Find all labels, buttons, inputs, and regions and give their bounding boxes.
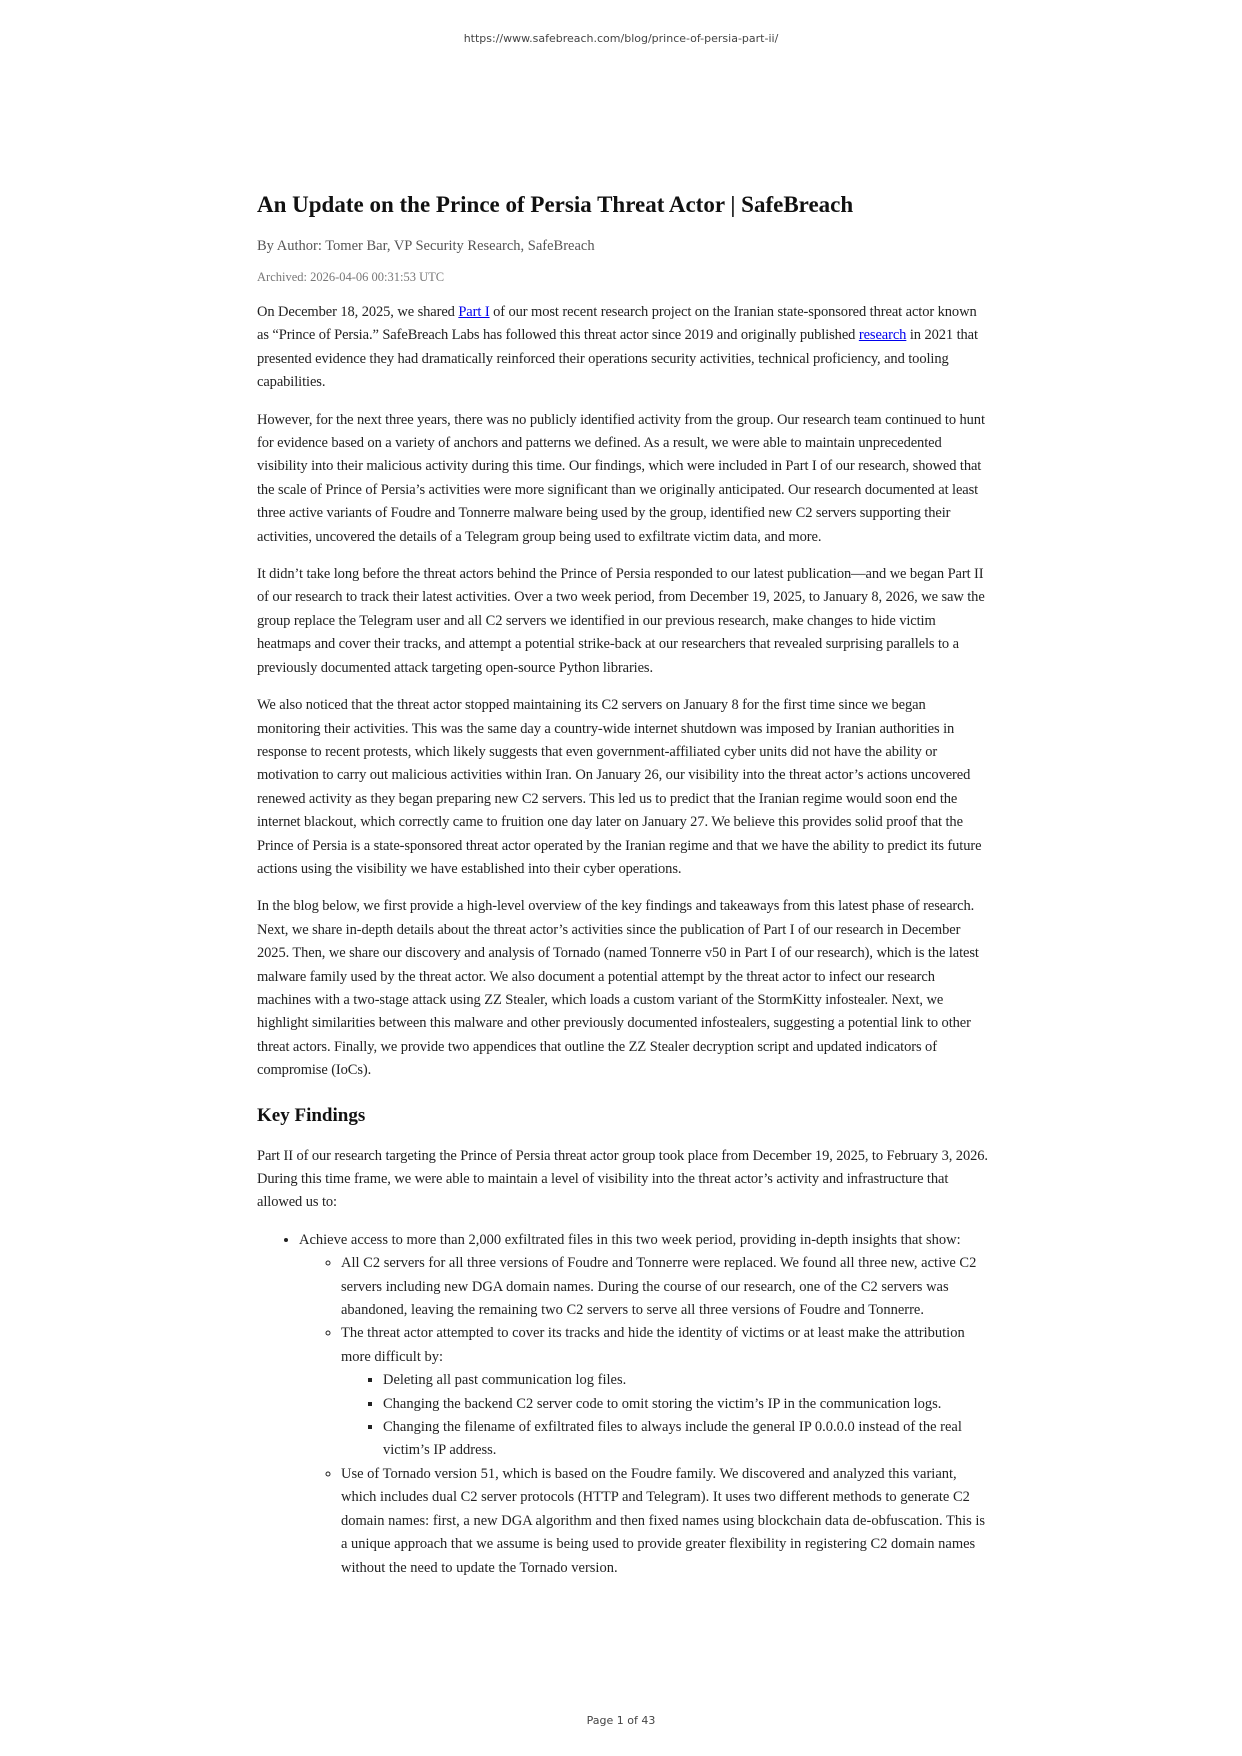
paragraph: In the blog below, we first provide a high-level overview of the key findings and takeaways from this latest phase of research. Next, we share in-depth details about the threat actor’s activities since the publication of Part I of our research in December 2025. Then, we share our discovery and analysis of Tornado (named Tonnerre v50 in Part I of our research), which is the latest malware family used by the threat actor. We also document a potential attempt by the threat actor to infect our research machines with a two-stage attack using ZZ Stealer, which loads a custom variant of the StormKitty infostealer. Next, we highlight similarities between this malware and other previously documented infostealers, suggesting a potential link to other threat actors. Finally, we provide two appendices that outline the ZZ Stealer decryption script and updated indicators of compromise (IoCs). [257,898,979,1079]
list-item: ▪ Changing the backend C2 server code to omit storing the victim’s IP in the communication logs. [383,1393,989,1416]
list-item [299,1229,989,1580]
text: of our most recent research project on the Iranian state-sponsored threat actor known as “Prince of Persia.” SafeBreach Labs has followed this threat actor since 2019 and originally published [257,304,977,344]
paragraph: We also noticed that the threat actor stopped maintaining its C2 servers on January 8 for the first time since we began monitoring their activities. This was the same day a country-wide internet shutdown was imposed by Iranian authorities in response to recent protests, which likely suggests that even government-affiliated cyber units did not have the ability or motivation to carry out malicious activities within Iran. On January 26, our visibility into the threat actor’s actions uncovered renewed activity as they began preparing new C2 servers. This led us to predict that the Iranian regime would soon end the internet blackout, which correctly came to fruition one day later on January 27. We believe this provides solid proof that the Prince of Persia is a state-sponsored threat actor operated by the Iranian regime and that we have the ability to predict its future actions using the visibility we have established into their cyber operations. [257,697,982,877]
list-item: ◦ Use of Tornado version 51, which is based on the Foudre family. We discovered and analyzed this variant, which includes dual C2 server protocols (HTTP and Telegram). It uses two different methods to generate C2 domain names: first, a new DGA algorithm and then fixed names using blockchain data de-obfuscation. This is a unique approach that we assume is being used to provide greater flexibility in registering C2 domain names without the need to update the Tornado version. [341,1463,989,1580]
page-url: https://www.safebreach.com/blog/prince-of-persia-part-ii/ [463,32,779,45]
list-item: ▪ Deleting all past communication log files. [383,1369,989,1392]
page-number: Page 1 of 43 [586,1714,656,1727]
article [257,190,989,1580]
sub-sub-list [341,1369,989,1463]
list-item: ◦ All C2 servers for all three versions of Foudre and Tonnerre were replaced. We found all three new, active C2 servers including new DGA domain names. During the course of our research, one of the C2 servers was abandoned, leaving the remaining two C2 servers to serve all three versions of Foudre and Tonnerre. [341,1252,989,1322]
part-i-link[interactable]: Part I [458,304,490,320]
paragraph: However, for the next three years, there was no publicly identified activity from the group. Our research team continued to hunt for evidence based on a variety of anchors and patterns we defined. As a result, we were able to maintain unprecedented visibility into their malicious activity during this time. Our findings, which were included in Part I of our research, showed that the scale of Prince of Persia’s activities were more significant than we originally anticipated. Our research documented at least three active variants of Foudre and Tonnerre malware being used by the group, identified new C2 servers supporting their activities, uncovered the details of a Telegram group being used to exfiltrate victim data, and more. [257,411,985,545]
list-item-text: The threat actor attempted to cover its tracks and hide the identity of victims or at least make the attribution more difficult by: [341,1325,965,1365]
sub-list [299,1252,989,1580]
author-line: By Author: Tomer Bar, VP Security Research, SafeBreach [257,238,595,254]
research-link[interactable]: research [858,327,907,344]
paragraph-intro [257,301,989,395]
section-heading-key-findings: Key Findings [257,1104,366,1126]
list-item-text: Achieve access to more than 2,000 exfiltrated files in this two week period, providing in-depth insights that show: [299,1231,961,1248]
list-item: ▪ Changing the filename of exfiltrated files to always include the general IP 0.0.0.0 instead of the real victim’s IP address. [383,1416,989,1463]
paragraph: Part II of our research targeting the Prince of Persia threat actor group took place from December 19, 2025, to February 3, 2026. During this time frame, we were able to maintain a level of visibility into the threat actor’s activity and infrastructure that allowed us to: [257,1147,988,1211]
paragraph: It didn’t take long before the threat actors behind the Prince of Persia responded to our latest publication—and we began Part II of our research to track their latest activities. Over a two week period, from December 19, 2025, to January 8, 2026, we saw the group replace the Telegram user and all C2 servers we identified in our previous research, make changes to hide victim heatmaps and cover their tracks, and attempt a potential strike-back at our researchers that revealed surprising parallels to a previously documented attack targeting open-source Python libraries. [257,566,985,676]
text: On December 18, 2025, we shared [257,304,459,320]
article-title: An Update on the Prince of Persia Threat Actor | SafeBreach [257,192,854,217]
archived-timestamp: Archived: 2026-04-06 00:31:53 UTC [257,270,445,284]
list-item [341,1322,989,1462]
text: in 2021 that presented evidence they had dramatically reinforced their operations security activities, technical proficiency, and tooling capabilities. [257,327,978,391]
key-findings-list [257,1229,989,1580]
